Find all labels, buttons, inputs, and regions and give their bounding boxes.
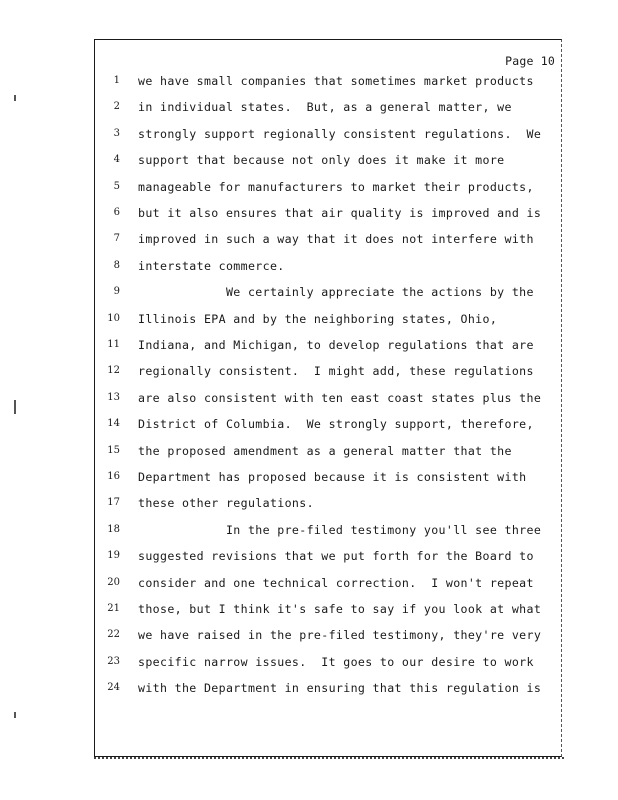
line-number: 16 xyxy=(107,471,120,482)
page-number-label: Page 10 xyxy=(505,54,555,68)
transcript-line: these other regulations. xyxy=(138,496,314,511)
line-number: 1 xyxy=(113,75,120,86)
line-number: 12 xyxy=(107,365,120,377)
transcript-line: regionally consistent. I might add, these regulations xyxy=(138,364,534,379)
transcript-line: the proposed amendment as a general matter that the xyxy=(138,443,512,458)
transcript-line: District of Columbia. We strongly support, therefore, xyxy=(138,417,534,432)
transcript-line: support that because not only does it make it more xyxy=(138,153,505,168)
line-number: 22 xyxy=(107,629,120,641)
line-number: 9 xyxy=(113,286,120,298)
transcript-line: suggested revisions that we put forth for the Board to xyxy=(138,549,534,564)
transcript-line: specific narrow issues. It goes to our desire to work xyxy=(138,654,534,669)
left-margin-mark xyxy=(14,95,16,101)
transcript-line: are also consistent with ten east coast states plus the xyxy=(138,390,542,405)
line-number: 15 xyxy=(107,444,120,456)
left-margin-mark xyxy=(14,400,16,414)
line-number: 23 xyxy=(107,655,120,667)
line-number: 13 xyxy=(107,391,120,403)
line-number: 4 xyxy=(113,154,120,166)
line-number: 5 xyxy=(113,180,120,192)
line-number: 21 xyxy=(107,603,120,614)
transcript-line: consider and one technical correction. I won't repeat xyxy=(138,575,534,590)
left-margin-mark xyxy=(14,712,16,718)
line-number: 14 xyxy=(107,418,120,430)
transcript-line: manageable for manufacturers to market their products, xyxy=(138,179,534,194)
transcript-line: we have small companies that sometimes market products xyxy=(138,74,534,88)
transcript-line: strongly support regionally consistent regulations. We xyxy=(138,126,542,141)
line-number: 11 xyxy=(107,339,120,350)
line-number: 8 xyxy=(113,259,120,271)
transcript-line: Illinois EPA and by the neighboring states, Ohio, xyxy=(138,311,498,326)
line-number: 19 xyxy=(107,550,120,562)
transcript-line: Indiana, and Michigan, to develop regulations that are xyxy=(138,338,534,352)
transcript-line: We certainly appreciate the actions by the xyxy=(138,285,534,300)
transcript-line: those, but I think it's safe to say if you look at what xyxy=(138,602,542,616)
transcript-line: interstate commerce. xyxy=(138,258,285,273)
bottom-rule xyxy=(94,757,564,759)
line-number: 7 xyxy=(113,233,120,245)
transcript-line: we have raised in the pre-filed testimony, they're very xyxy=(138,628,542,643)
line-number: 6 xyxy=(113,207,120,218)
line-number: 3 xyxy=(113,127,120,139)
transcript-line: in individual states. But, as a general matter, we xyxy=(138,100,512,115)
line-number: 24 xyxy=(107,682,120,694)
transcript-line: In the pre-filed testimony you'll see three xyxy=(138,522,542,537)
line-number: 20 xyxy=(107,576,120,588)
line-number: 10 xyxy=(107,312,120,324)
transcript-line: improved in such a way that it does not interfere with xyxy=(138,232,534,247)
line-number: 2 xyxy=(113,101,120,113)
line-number: 18 xyxy=(107,523,120,535)
transcript-line: but it also ensures that air quality is improved and is xyxy=(138,206,542,220)
transcript-line: with the Department in ensuring that this regulation is xyxy=(138,681,542,696)
transcript-line: Department has proposed because it is consistent with xyxy=(138,470,527,484)
line-number: 17 xyxy=(107,497,120,509)
